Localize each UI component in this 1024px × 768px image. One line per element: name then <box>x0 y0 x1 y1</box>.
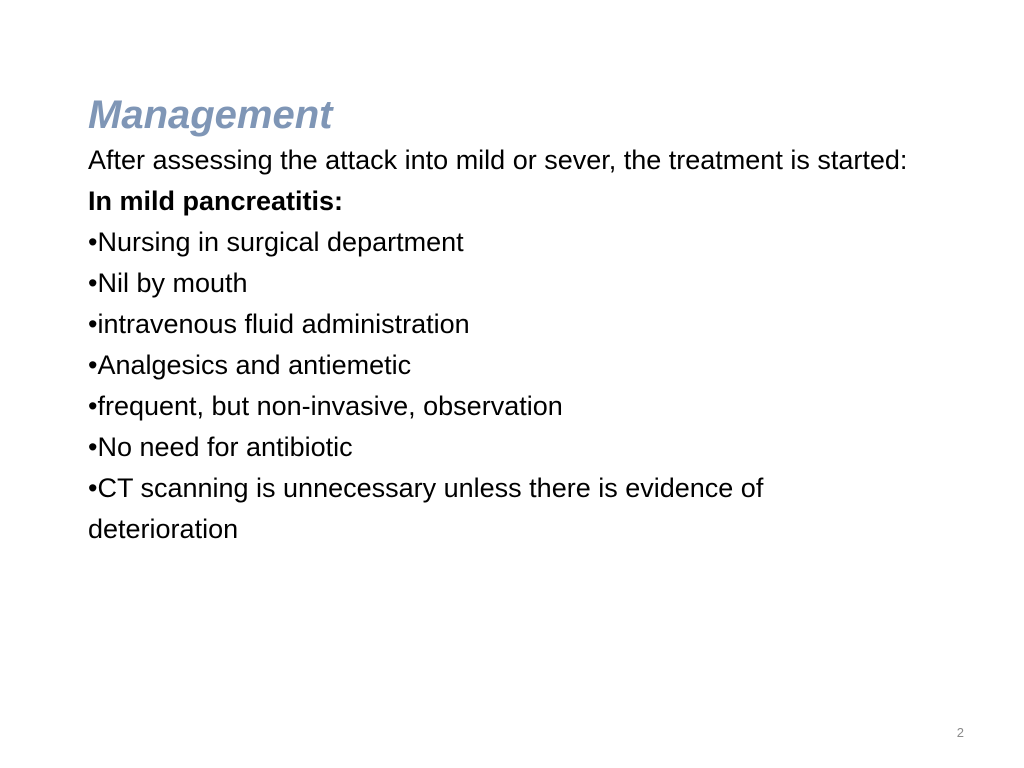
page-number: 2 <box>956 725 964 740</box>
bullet-marker: • <box>88 473 98 503</box>
subheading: In mild pancreatitis: <box>88 186 344 216</box>
bullet-marker: • <box>88 268 98 298</box>
slide-content <box>88 90 908 550</box>
bullet-item <box>88 304 908 345</box>
bullet-marker: • <box>88 227 98 257</box>
bullet-item <box>88 386 908 427</box>
bullet-text: intravenous fluid administration <box>97 309 470 339</box>
bullet-marker: • <box>88 432 98 462</box>
slide-title: Management <box>88 93 333 137</box>
bullet-text: Nil by mouth <box>97 268 248 298</box>
bullet-marker: • <box>88 309 98 339</box>
bullet-text: CT scanning is unnecessary unless there is evidence of deterioration <box>88 473 764 544</box>
bullet-text: No need for antibiotic <box>97 432 353 462</box>
bullet-list <box>88 222 908 550</box>
bullet-item <box>88 468 908 550</box>
bullet-text: Analgesics and antiemetic <box>97 350 412 380</box>
bullet-marker: • <box>88 391 98 421</box>
bullet-text: frequent, but non-invasive, observation <box>97 391 563 421</box>
bullet-marker: • <box>88 350 98 380</box>
bullet-text: Nursing in surgical department <box>97 227 464 257</box>
bullet-item <box>88 263 908 304</box>
bullet-item <box>88 427 908 468</box>
bullet-item <box>88 345 908 386</box>
intro-text: After assessing the attack into mild or sever, the treatment is started: <box>88 145 908 175</box>
bullet-item <box>88 222 908 263</box>
